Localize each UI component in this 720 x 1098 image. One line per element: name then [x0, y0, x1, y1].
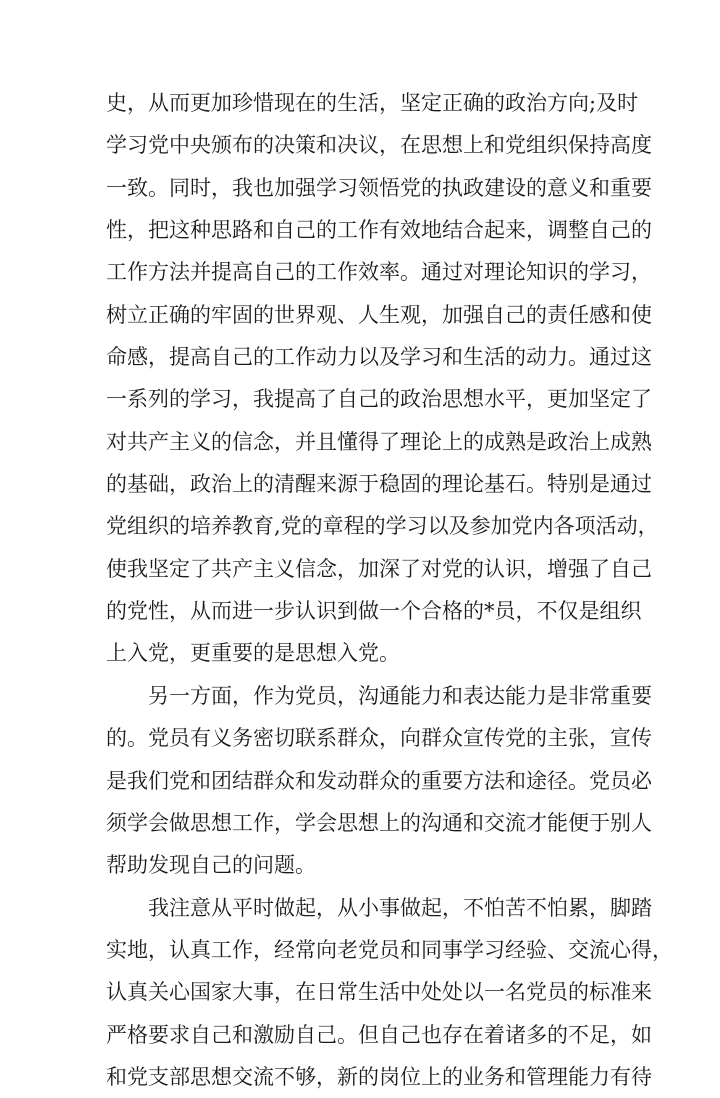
text-line: 实地，认真工作，经常向老党员和同事学习经验、交流心得， — [106, 937, 673, 962]
paragraph-2 — [106, 675, 652, 887]
text-line: 党组织的培养教育,党的章程的学习以及参加党内各项活动， — [106, 514, 659, 539]
text-line: 另一方面，作为党员，沟通能力和表达能力是非常重要 — [148, 683, 652, 708]
text-line: 一系列的学习，我提高了自己的政治思想水平，更加坚定了 — [106, 387, 652, 412]
text-line: 的。党员有义务密切联系群众，向群众宣传党的主张，宣传 — [106, 726, 652, 751]
text-line: 使我坚定了共产主义信念，加深了对党的认识，增强了自己 — [106, 556, 652, 581]
text-line: 一致。同时，我也加强学习领悟党的执政建设的意义和重要 — [106, 175, 652, 200]
text-line: 认真关心国家大事，在日常生活中处处以一名党员的标准来 — [106, 980, 652, 1005]
text-line: 命感，提高自己的工作动力以及学习和生活的动力。通过这 — [106, 345, 652, 370]
text-line: 帮助发现自己的问题。 — [106, 853, 316, 878]
text-line: 性，把这种思路和自己的工作有效地结合起来，调整自己的 — [106, 218, 652, 243]
text-line: 的党性，从而进一步认识到做一个合格的*员，不仅是组织 — [106, 599, 642, 624]
text-line: 学习党中央颁布的决策和决议，在思想上和党组织保持高度 — [106, 133, 652, 158]
document-body — [106, 82, 673, 1098]
text-line: 须学会做思想工作，学会思想上的沟通和交流才能便于别人 — [106, 810, 652, 835]
text-line: 是我们党和团结群众和发动群众的重要方法和途径。党员必 — [106, 768, 652, 793]
text-line: 对共产主义的信念，并且懂得了理论上的成熟是政治上成熟 — [106, 429, 652, 454]
text-line: 我注意从平时做起，从小事做起，不怕苦不怕累，脚踏 — [148, 895, 652, 920]
paragraph-3 — [106, 887, 673, 1098]
text-line: 和党支部思想交流不够，新的岗位上的业务和管理能力有待 — [106, 1064, 652, 1089]
text-line: 树立正确的牢固的世界观、人生观，加强自己的责任感和使 — [106, 302, 652, 327]
text-line: 的基础，政治上的清醒来源于稳固的理论基石。特别是通过 — [106, 472, 652, 497]
text-line: 史，从而更加珍惜现在的生活，坚定正确的政治方向;及时 — [106, 91, 639, 115]
text-line: 工作方法并提高自己的工作效率。通过对理论知识的学习， — [106, 260, 652, 285]
text-line: 上入党，更重要的是思想入党。 — [106, 641, 400, 666]
paragraph-1 — [106, 82, 659, 675]
text-line: 严格要求自己和激励自己。但自己也存在着诸多的不足，如 — [106, 1022, 652, 1047]
